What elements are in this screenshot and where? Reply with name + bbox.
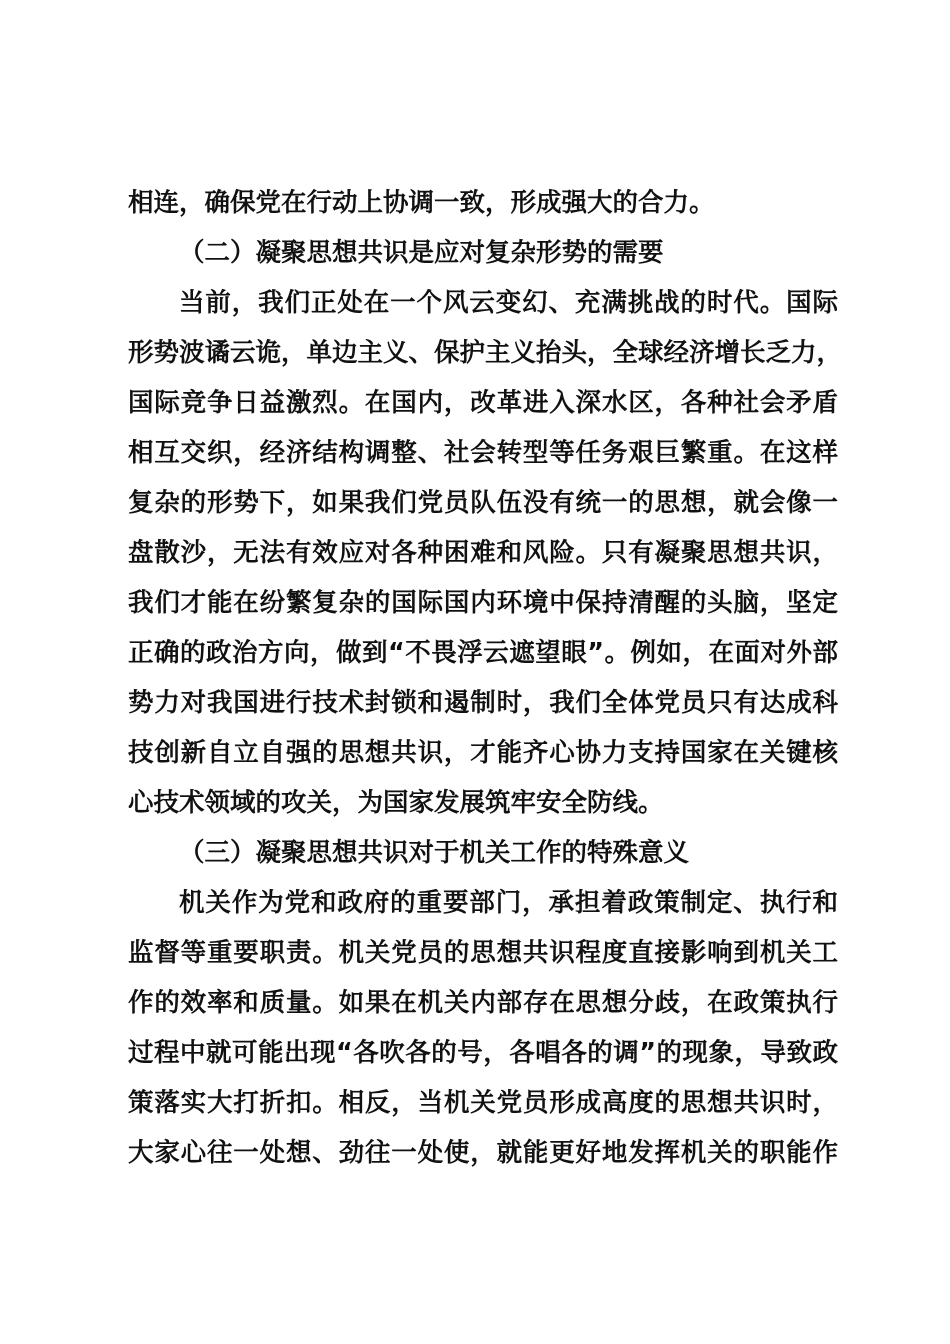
paragraph-2-line: 当前，我们正处在一个风云变幻、充满挑战的时代。国际 bbox=[179, 288, 838, 318]
paragraph-2-line: 形势波谲云诡，单边主义、保护主义抬头，全球经济增长乏力， bbox=[128, 338, 843, 368]
section-heading-2: （二）凝聚思想共识是应对复杂形势的需要 bbox=[179, 238, 664, 268]
paragraph-2-line: 复杂的形势下，如果我们党员队伍没有统一的思想，就会像一 bbox=[128, 488, 838, 518]
section-heading-3: （三）凝聚思想共识对于机关工作的特殊意义 bbox=[179, 838, 690, 868]
document-body bbox=[128, 178, 843, 1178]
paragraph-3-line: 大家心往一处想、劲往一处使，就能更好地发挥机关的职能作 bbox=[128, 1138, 838, 1168]
paragraph-2-line: 心技术领域的攻关，为国家发展筑牢安全防线。 bbox=[128, 788, 664, 818]
paragraph-2-line: 势力对我国进行技术封锁和遏制时，我们全体党员只有达成科 bbox=[128, 688, 838, 718]
paragraph-3-line: 作的效率和质量。如果在机关内部存在思想分歧，在政策执行 bbox=[128, 988, 838, 1018]
paragraph-3-line: 策落实大打折扣。相反，当机关党员形成高度的思想共识时， bbox=[128, 1088, 838, 1118]
paragraph-3-line: 监督等重要职责。机关党员的思想共识程度直接影响到机关工 bbox=[128, 938, 838, 968]
paragraph-2-line: 盘散沙，无法有效应对各种困难和风险。只有凝聚思想共识， bbox=[128, 538, 838, 568]
paragraph-continuation-line: 相连，确保党在行动上协调一致，形成强大的合力。 bbox=[128, 188, 715, 218]
paragraph-2-line: 我们才能在纷繁复杂的国际国内环境中保持清醒的头脑，坚定 bbox=[128, 588, 838, 618]
paragraph-2-line: 技创新自立自强的思想共识，才能齐心协力支持国家在关键核 bbox=[128, 738, 838, 768]
paragraph-3-line: 机关作为党和政府的重要部门，承担着政策制定、执行和 bbox=[179, 888, 838, 918]
paragraph-3-line: 过程中就可能出现“各吹各的号，各唱各的调”的现象，导致政 bbox=[128, 1038, 838, 1068]
paragraph-2-line: 相互交织，经济结构调整、社会转型等任务艰巨繁重。在这样 bbox=[128, 438, 838, 468]
paragraph-2-line: 正确的政治方向，做到“不畏浮云遮望眼”。例如，在面对外部 bbox=[128, 638, 838, 668]
paragraph-2-line: 国际竞争日益激烈。在国内，改革进入深水区，各种社会矛盾 bbox=[128, 388, 838, 418]
